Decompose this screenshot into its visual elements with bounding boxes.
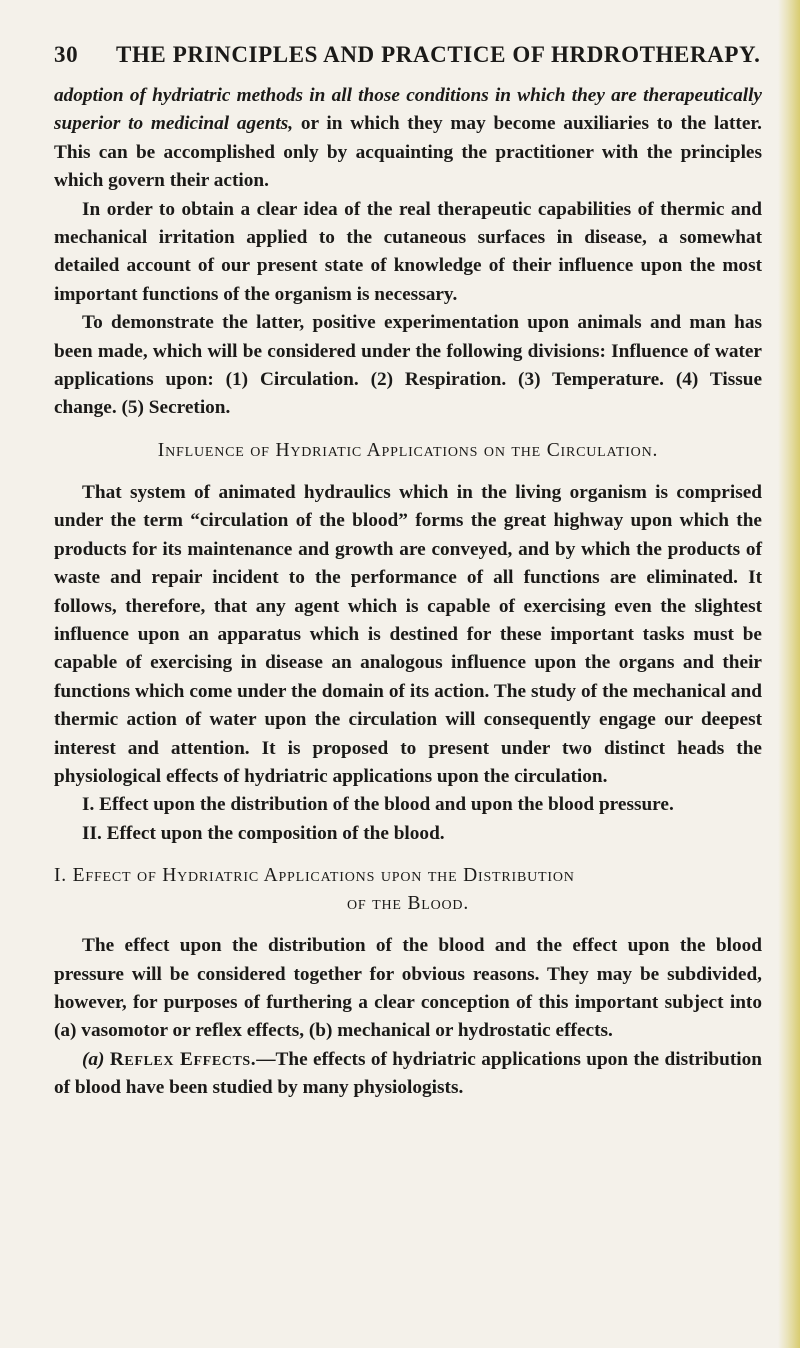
paragraph-8-label: (a) [82,1048,110,1070]
paragraph-2: In order to obtain a clear idea of the real therapeutic capabilities of thermic and mechanical irritation applied to the cutaneous surfaces in disease, a somewhat detailed account of our present state of knowledge of their influence upon the most important functions of the organism is necessary. [54,198,762,305]
paragraph-8-subheading: Reflex Effects. [109,1048,257,1070]
section-heading-circulation: Influence of Hydriatic Applications on the Circulation. [157,439,659,461]
paragraph-7: The effect upon the distribution of the blood and the effect upon the blood pressure will be considered together for obvious reasons. They may be subdivided, however, for purposes of furthering a clear conception of this important subject into (a) vasomotor or reflex effects, (b) mechanical or hydrostatic effects. [54,935,762,1042]
paragraph-6: II. Effect upon the composition of the blood. [82,822,445,844]
heading-2-line-1: I. Effect of Hydriatric Applications upon the Distribution [54,865,575,887]
paragraph-1 [54,82,762,196]
paragraph-1-rest: or in which they may become auxiliaries to the latter. This can be accomplished only by acquainting the practitioner with the principles which govern their action. [54,113,762,192]
page-edge-discoloration [778,0,800,1348]
running-title: THE PRINCIPLES AND PRACTICE OF HRDROTHERAPY. [116,42,761,67]
paragraph-8-rest: —The effects of hydriatric applications upon the distribution of blood have been studied by many physiologists. [54,1048,762,1099]
paragraph-3: To demonstrate the latter, positive experimentation upon animals and man has been made, which will be considered under the following divisions: Influence of water applications upon: (1) Circulation. (2) Respiration. (3) Temperature. (4) Tissue change. (5) Secretion. [54,312,762,419]
section-heading-distribution [54,862,762,918]
book-page [54,42,762,1103]
page-number: 30 [54,42,79,67]
paragraph-1-italic: adoption of hydriatric methods in all those conditions in which they are therapeutically superior to medicinal agents, [54,85,762,135]
paragraph-5: I. Effect upon the distribution of the blood and upon the blood pressure. [82,794,674,816]
heading-2-line-2: of the Blood. [346,893,470,915]
paragraph-8 [54,1046,762,1103]
paragraph-4: That system of animated hydraulics which in the living organism is comprised under the term “circulation of the blood” forms the great highway upon which the products for its maintenance and growth are conveyed, and by which the products of waste and repair incident to the performance of all functions are eliminated. It follows, therefore, that any agent which is capable of exercising even the slightest influence upon an apparatus which is destined for these important tasks must be capable of exercising in disease an analogous influence upon the organs and their functions which come under the domain of its action. The study of the mechanical and thermic action of water upon the circulation will consequently engage our deepest interest and attention. It is proposed to present under two distinct heads the physiological effects of hydriatric applications upon the circulation. [54,481,762,787]
running-head [54,42,762,68]
